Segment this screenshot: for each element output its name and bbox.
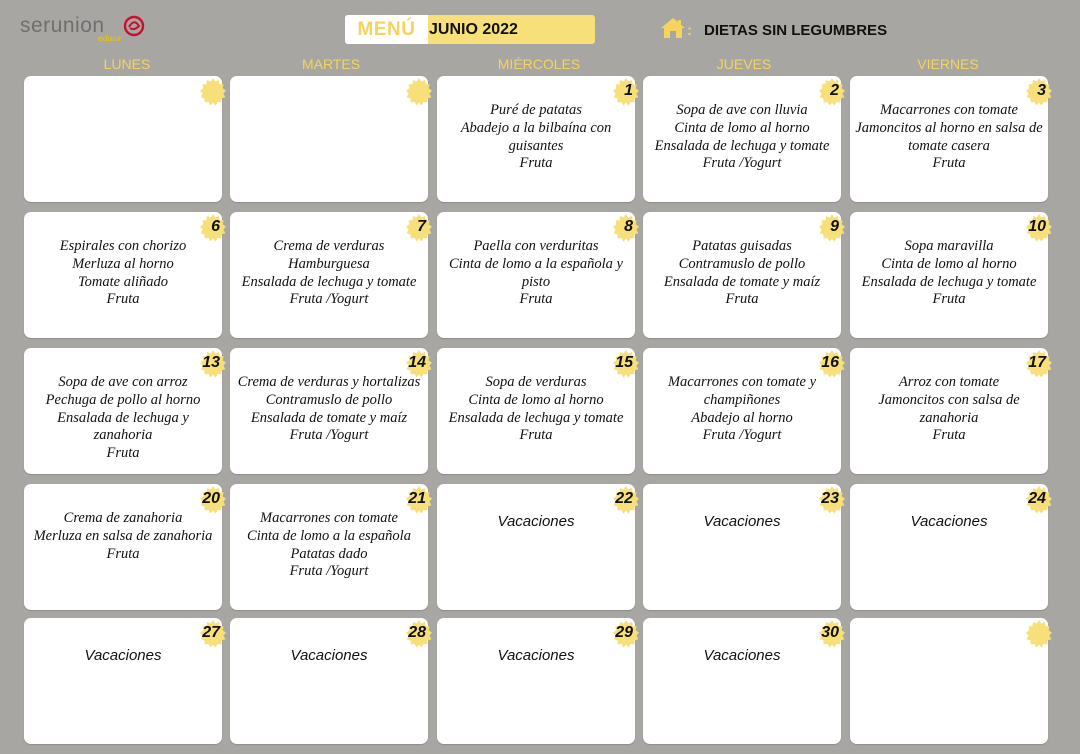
menu-month: JUNIO 2022 [429,20,518,38]
meal-item: Fruta /Yogurt [702,427,782,444]
meal-item: Cinta de lomo al horno [468,391,604,408]
weekday-tuesday: MARTES [301,56,361,72]
menu-label: MENÚ [345,15,428,44]
day-number: 15 [615,354,633,371]
calendar-day-cell [24,76,222,202]
day-number: 16 [821,354,839,371]
meal-item: Fruta /Yogurt [289,427,369,444]
meal-item: Ensalada de lechuga y tomate [448,409,624,426]
calendar-day-cell [850,348,1048,474]
calendar-day-cell [24,348,222,474]
meal-item: Merluza al horno [72,255,174,272]
meal-item: Ensalada de tomate y maíz [663,273,821,290]
logo-text: serunion [20,14,105,37]
meal-item: Tomate aliñado [77,273,169,290]
day-number: 13 [202,354,220,371]
calendar-day-cell [230,348,428,474]
meal-item: Macarrones con tomate [260,510,398,526]
meal-item: Fruta [519,291,553,308]
meal-list [439,102,633,173]
day-number: 1 [624,82,633,99]
meal-item: Macarrones con tomate [880,102,1018,118]
meal-item: Fruta [519,427,553,444]
meal-item: Cinta de lomo a la española y pisto [449,255,623,290]
calendar-day-cell [850,212,1048,338]
day-number: 7 [417,218,426,235]
day-number: 8 [624,218,633,235]
calendar-day-cell [850,618,1048,744]
vacation-label: Vacaciones [290,647,368,664]
weekday-monday: LUNES [103,56,151,72]
vacation-label: Vacaciones [84,647,162,664]
meal-item: Fruta /Yogurt [702,155,782,172]
meal-item: Hamburguesa [288,255,370,272]
calendar-day-cell [230,76,428,202]
calendar-day-cell [643,348,841,474]
meal-item: Fruta /Yogurt [289,563,369,580]
meal-item: Fruta [106,291,140,308]
meal-item: Fruta /Yogurt [289,291,369,308]
vacation-label: Vacaciones [910,513,988,530]
calendar-day-cell [437,348,635,474]
meal-list [439,374,633,445]
calendar-day-cell [437,212,635,338]
day-number: 14 [408,354,426,371]
weekday-friday: VIERNES [917,56,979,72]
calendar-day-cell [24,618,222,744]
meal-item: Abadejo a la bilbaína con guisantes [460,119,612,154]
calendar-day-cell [24,484,222,610]
meal-item: Jamoncitos al horno en salsa de tomate casera [855,119,1043,154]
calendar-day-cell [643,618,841,744]
day-number: 20 [202,490,220,507]
meal-item: Crema de zanahoria [63,510,183,526]
meal-item: Fruta [106,445,140,462]
calendar-day-cell [850,76,1048,202]
meal-item: Macarrones con tomate y champiñones [667,374,817,408]
meal-item: Ensalada de tomate y maíz [250,409,408,426]
diet-title: DIETAS SIN LEGUMBRES [704,22,888,39]
meal-item: Ensalada de lechuga y tomate [654,137,830,154]
meal-item: Fruta [932,155,966,172]
vacation-label: Vacaciones [497,647,575,664]
meal-item: Ensalada de lechuga y zanahoria [57,409,189,444]
calendar-day-cell [230,484,428,610]
weekday-wednesday: MIÉRCOLES [497,56,581,72]
meal-item: Fruta [519,155,553,172]
calendar-day-cell [437,76,635,202]
day-number: 3 [1037,82,1046,99]
sun-icon [404,77,434,107]
meal-item: Fruta [932,291,966,308]
meal-item: Puré de patatas [490,102,582,118]
calendar-day-cell [643,76,841,202]
meal-item: Patatas guisadas [692,238,792,254]
day-number: 6 [211,218,220,235]
meal-item: Cinta de lomo al horno [881,255,1017,272]
meal-item: Fruta [106,545,140,562]
day-number: 27 [202,624,220,641]
day-number: 22 [615,490,633,507]
meal-item: Patatas dado [290,545,368,562]
calendar-day-cell [643,484,841,610]
meal-item: Contramuslo de pollo [678,255,806,272]
meal-list [645,238,839,309]
meal-item: Ensalada de lechuga y tomate [861,273,1037,290]
meal-item: Jamoncitos con salsa de zanahoria [878,391,1020,426]
meal-item: Arroz con tomate [898,374,1000,390]
day-number: 23 [821,490,839,507]
meal-list [645,374,839,445]
meal-item: Fruta [932,427,966,444]
weekday-thursday: JUEVES [716,56,772,72]
meal-list [26,510,220,563]
meal-item: Contramuslo de pollo [265,391,393,408]
meal-item: Cinta de lomo a la española [247,527,411,544]
meal-list [232,510,426,581]
meal-item: Ensalada de lechuga y tomate [241,273,417,290]
calendar-day-cell [850,484,1048,610]
meal-item: Cinta de lomo al horno [674,119,810,136]
meal-list [232,238,426,309]
meal-item: Crema de verduras [273,238,385,254]
meal-list [439,238,633,309]
calendar-day-cell [230,618,428,744]
meal-item: Abadejo al horno [691,409,793,426]
meal-item: Sopa de ave con lluvia [676,102,808,118]
calendar-day-cell [437,618,635,744]
day-number: 21 [408,490,426,507]
logo-subtitle: educa [98,34,122,43]
day-number: 29 [615,624,633,641]
sun-icon [198,77,228,107]
meal-item: Paella con verduritas [473,238,599,254]
vacation-label: Vacaciones [703,647,781,664]
day-number: 24 [1028,490,1046,507]
day-number: 9 [830,218,839,235]
day-number: 17 [1028,354,1046,371]
meal-list [645,102,839,173]
vacation-label: Vacaciones [703,513,781,530]
meal-list [852,374,1046,445]
calendar-day-cell [230,212,428,338]
meal-item: Crema de verduras y hortalizas [237,374,421,390]
meal-item: Fruta [725,291,759,308]
calendar-day-cell [24,212,222,338]
meal-item: Sopa de verduras [485,374,587,390]
meal-list [26,238,220,309]
day-number: 28 [408,624,426,641]
meal-item: Sopa maravilla [904,238,994,254]
meal-item: Pechuga de pollo al horno [45,391,201,408]
vacation-label: Vacaciones [497,513,575,530]
meal-list [852,102,1046,173]
meal-item: Merluza en salsa de zanahoria [33,527,213,544]
meal-list [26,374,220,463]
meal-list [232,374,426,445]
calendar-day-cell [643,212,841,338]
meal-list [852,238,1046,309]
meal-item: Espirales con chorizo [59,238,187,254]
day-number: 2 [830,82,839,99]
day-number: 10 [1028,218,1046,235]
day-number: 30 [821,624,839,641]
calendar-day-cell [437,484,635,610]
meal-item: Sopa de ave con arroz [58,374,188,390]
sun-icon [1024,619,1054,649]
diet-colon: : [687,22,692,39]
